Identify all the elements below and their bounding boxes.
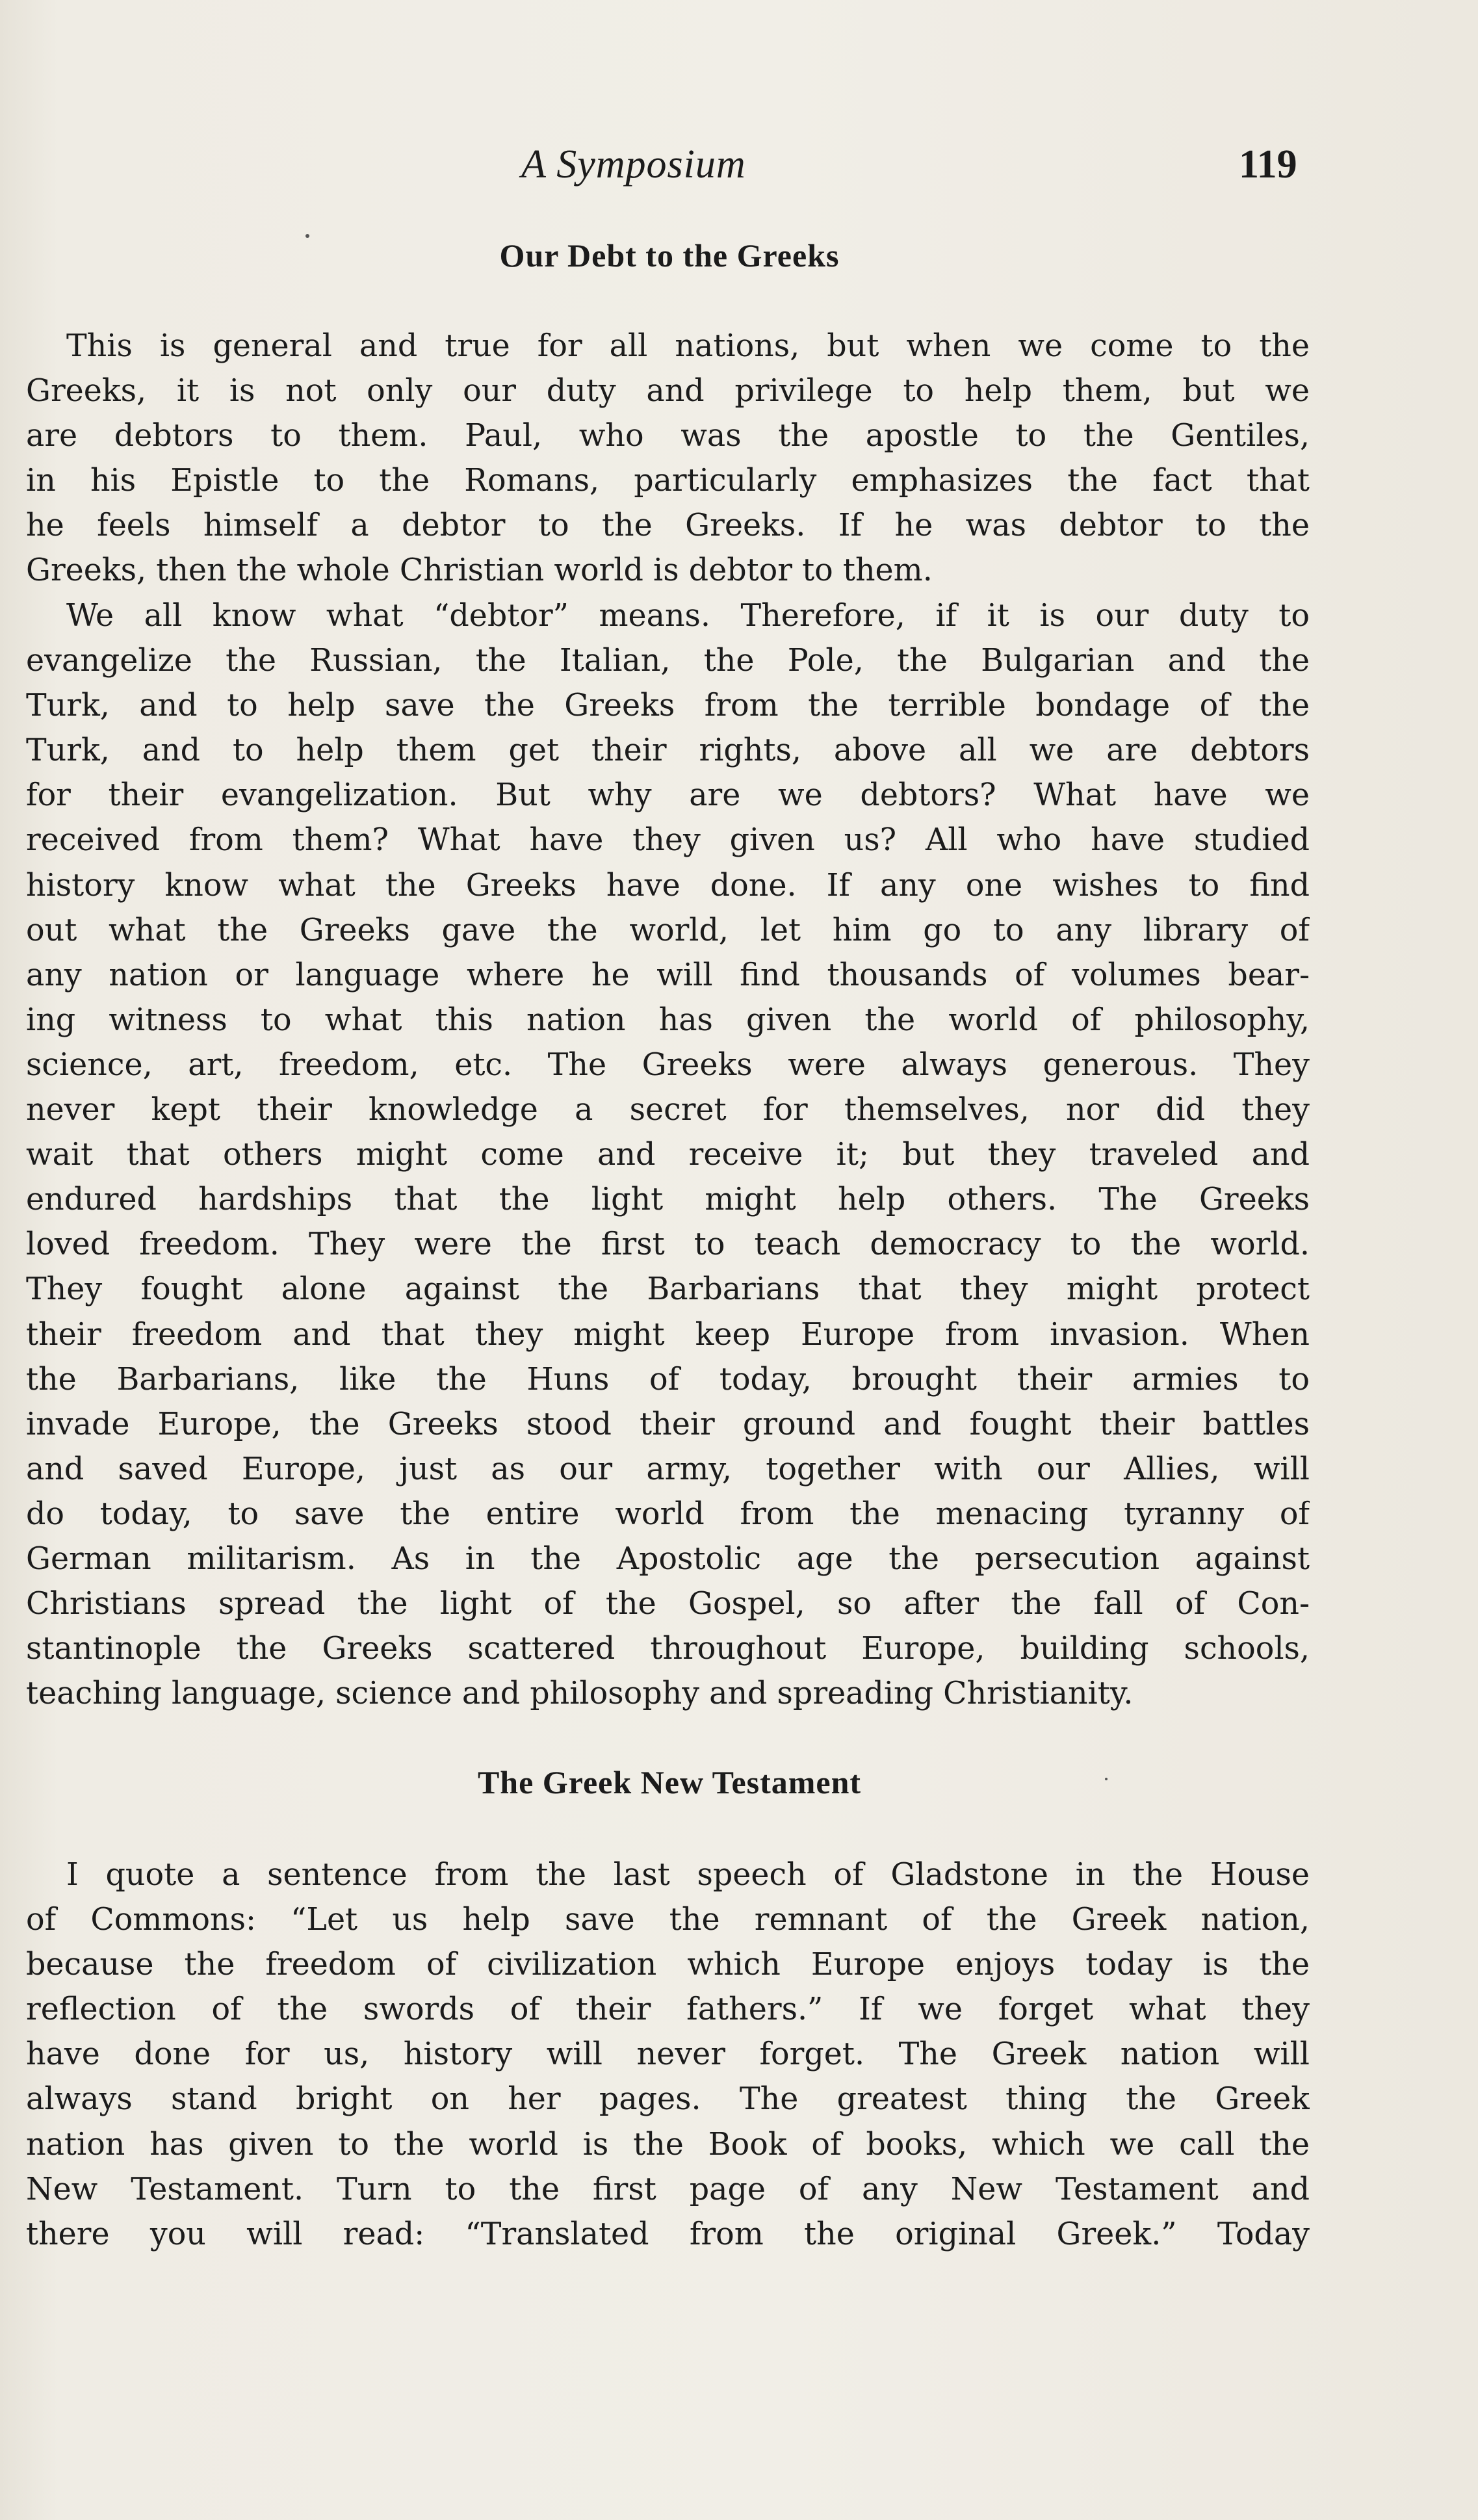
text-line: stantinople the Greeks scattered throughout Europe, building schools,: [26, 1631, 1310, 1667]
text-line: German militarism. As in the Apostolic age the persecution against: [26, 1540, 1310, 1577]
text-line: This is general and true for all nations, but when we come to the: [66, 328, 1310, 364]
section-heading-new-testament: The Greek New Testament: [477, 1764, 862, 1800]
page-number: 119: [1239, 142, 1297, 187]
text-line: are debtors to them. Paul, who was the apostle to the Gentiles,: [26, 418, 1310, 454]
text-line: because the freedom of civilization which Europe enjoys today is the: [26, 1947, 1310, 1983]
text-line: received from them? What have they given us? All who have studied: [26, 822, 1310, 859]
text-line: there you will read: “Translated from the original Greek.” Today: [26, 2216, 1310, 2252]
text-line: They fought alone against the Barbarians that they might protect: [26, 1271, 1310, 1308]
text-line: Turk, and to help save the Greeks from the terrible bondage of the: [26, 688, 1310, 724]
text-line: We all know what “debtor” means. Therefore, if it is our duty to: [66, 598, 1310, 634]
text-line: reflection of the swords of their fathers.” If we forget what they: [26, 1992, 1310, 2028]
paragraph-gladstone-quote: [26, 1852, 1310, 2257]
text-line: New Testament. Turn to the first page of any New Testament and: [26, 2171, 1310, 2207]
text-line: out what the Greeks gave the world, let him go to any library of: [26, 912, 1310, 948]
paragraph-debtor-meaning: [26, 593, 1310, 1716]
text-line: and saved Europe, just as our army, together with our Allies, will: [26, 1451, 1310, 1487]
text-line: have done for us, history will never forget. The Greek nation will: [26, 2036, 1310, 2073]
text-line: Greeks, it is not only our duty and privilege to help them, but we: [26, 373, 1310, 409]
text-line: Turk, and to help them get their rights, above all we are debtors: [26, 733, 1310, 769]
text-line: he feels himself a debtor to the Greeks. If he was debtor to the: [26, 508, 1310, 544]
text-line: of Commons: “Let us help save the remnant of the Greek nation,: [26, 1902, 1310, 1938]
text-line: never kept their knowledge a secret for themselves, nor did they: [26, 1092, 1310, 1128]
section-heading-debt: Our Debt to the Greeks: [499, 237, 840, 274]
text-line: any nation or language where he will find thousands of volumes bear-: [26, 957, 1310, 993]
paragraph-debt-intro: [26, 324, 1310, 593]
text-line: history know what the Greeks have done. If any one wishes to find: [26, 867, 1310, 903]
text-line: endured hardships that the light might help others. The Greeks: [26, 1182, 1310, 1218]
text-line: Greeks, then the whole Christian world is debtor to them.: [26, 552, 933, 589]
text-line: invade Europe, the Greeks stood their ground and fought their battles: [26, 1406, 1310, 1442]
running-head: A Symposium: [521, 142, 746, 187]
page-header: [0, 142, 1478, 194]
text-line: nation has given to the world is the Book of books, which we call the: [26, 2126, 1310, 2163]
text-line: evangelize the Russian, the Italian, the Pole, the Bulgarian and the: [26, 643, 1310, 679]
text-line: Christians spread the light of the Gospel, so after the fall of Con-: [26, 1586, 1310, 1622]
text-line: in his Epistle to the Romans, particularly emphasizes the fact that: [26, 463, 1310, 499]
text-line: their freedom and that they might keep Europe from invasion. When: [26, 1316, 1310, 1353]
text-line: for their evangelization. But why are we debtors? What have we: [26, 777, 1310, 814]
text-line: the Barbarians, like the Huns of today, brought their armies to: [26, 1361, 1310, 1397]
text-line: science, art, freedom, etc. The Greeks were always generous. They: [26, 1046, 1310, 1083]
text-line: teaching language, science and philosophy and spreading Christianity.: [26, 1676, 1134, 1712]
text-line: I quote a sentence from the last speech of Gladstone in the House: [66, 1857, 1310, 1893]
text-line: always stand bright on her pages. The greatest thing the Greek: [26, 2081, 1310, 2118]
text-line: ing witness to what this nation has given the world of philosophy,: [26, 1002, 1310, 1038]
text-line: do today, to save the entire world from the menacing tyranny of: [26, 1496, 1310, 1532]
text-line: loved freedom. They were the first to teach democracy to the world.: [26, 1227, 1310, 1263]
text-line: wait that others might come and receive it; but they traveled and: [26, 1137, 1310, 1173]
